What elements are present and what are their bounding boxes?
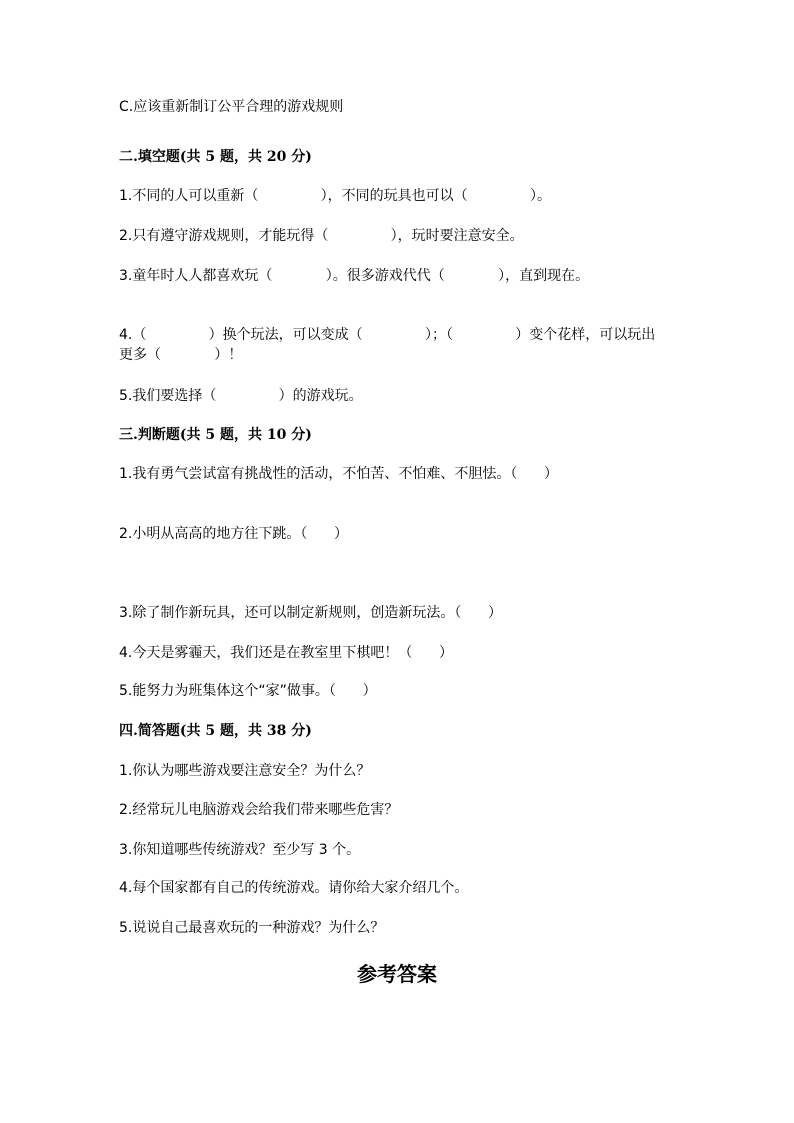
answer-key-title: 参考答案 — [357, 962, 437, 986]
true-false-question-4: 4.今天是雾霾天，我们还是在教室里下棋吧！（ ） — [119, 645, 454, 661]
choice-option-c: C.应该重新制订公平合理的游戏规则 — [119, 99, 344, 115]
fill-blank-question-1: 1.不同的人可以重新（ ），不同的玩具也可以（ ）。 — [119, 188, 551, 204]
short-answer-question-5: 5.说说自己最喜欢玩的一种游戏？为什么？ — [119, 920, 385, 936]
section-heading-short-answer: 四.简答题(共 5 题，共 38 分) — [119, 723, 312, 739]
true-false-question-3: 3.除了制作新玩具，还可以制定新规则，创造新玩法。（ ） — [119, 605, 503, 621]
true-false-question-2: 2.小明从高高的地方往下跳。（ ） — [119, 526, 349, 542]
short-answer-question-4: 4.每个国家都有自己的传统游戏。请你给大家介绍几个。 — [119, 880, 469, 896]
fill-blank-question-3: 3.童年时人人都喜欢玩（ ）。很多游戏代代（ ），直到现在。 — [119, 268, 590, 284]
true-false-question-5: 5.能努力为班集体这个“家”做事。（ ） — [119, 683, 377, 699]
short-answer-question-1: 1.你认为哪些游戏要注意安全？为什么？ — [119, 763, 371, 779]
fill-blank-question-4: 4.（ ）换个玩法，可以变成（ ）；（ ）变个花样，可以玩出更多（ ）！ — [119, 327, 656, 363]
true-false-question-1: 1.我有勇气尝试富有挑战性的活动，不怕苦、不怕难、不胆怯。（ ） — [119, 466, 559, 482]
section-heading-true-false: 三.判断题(共 5 题，共 10 分) — [119, 427, 312, 443]
section-heading-fill-blank: 二.填空题(共 5 题，共 20 分) — [119, 149, 312, 165]
fill-blank-question-5: 5.我们要选择（ ）的游戏玩。 — [119, 388, 363, 404]
fill-blank-question-2: 2.只有遵守游戏规则，才能玩得（ ），玩时要注意安全。 — [119, 228, 524, 244]
short-answer-question-3: 3.你知道哪些传统游戏？至少写 3 个。 — [119, 842, 361, 858]
short-answer-question-2: 2.经常玩儿电脑游戏会给我们带来哪些危害？ — [119, 802, 399, 818]
